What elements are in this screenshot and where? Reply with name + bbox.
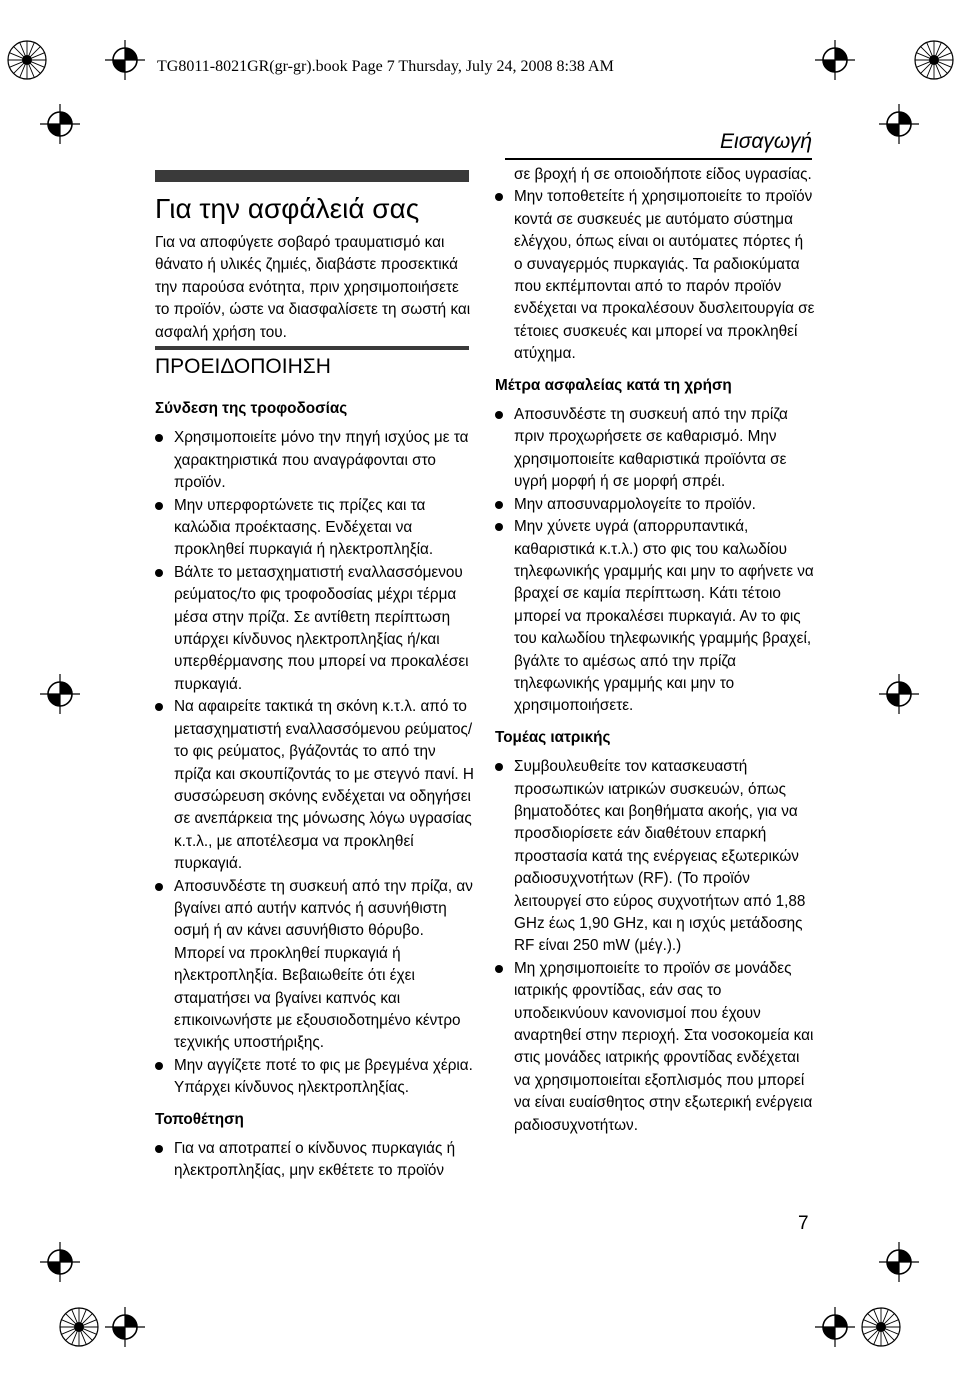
continued-text: σε βροχή ή σε οποιοδήποτε είδος υγρασίας. [514,166,812,183]
list-item: Μην τοποθετείτε ή χρησιμοποιείτε το προϊόν κοντά σε συσκευές με αυτόματο σύστημα ελέγχου, όπως είναι οι αυτόματες πόρτες ή ο συναγερμός πυρκαγιάς. Τα ραδιοκύματα που εκπέμπονται από το παρόν προϊόν ενδέχεται να προκαλέσουν δυσλειτουργία σε τέτοιες συσκευές και μπορεί να προκληθεί ατύχημα. [495,186,815,365]
list-item: Μη χρησιμοποιείτε το προϊόν σε μονάδες ιατρικής φροντίδας, εάν σας το υποδεικνύουν κανονισμοί που έχουν αναρτηθεί στην περιοχή. Στα νοσοκομεία και στις μονάδες ιατρικής φροντίδας ενδέχεται να χρησιμοποιείται εξοπλισμός που μπορεί να είναι ευαίσθητος στην εξωτερική ενέργεια ραδιοσυχνοτήτων. [495,958,815,1137]
crosshair-mark [879,1242,919,1282]
list-item: Μην αγγίζετε ποτέ το φις με βρεγμένα χέρια. Υπάρχει κίνδυνος ηλεκτροπληξίας. [155,1055,475,1100]
list-item: Αποσυνδέστε τη συσκευή από την πρίζα, αν βγαίνει από αυτήν καπνός ή ασυνήθιστη οσμή ή αν κάνει ασυνήθιστο θόρυβο. Μπορεί να προκληθεί πυρκαγιά ή ηλεκτροπληξία. Βεβαιωθείτε ότι έχει σταματήσει να βγαίνει καπνός και επικοινωνήστε με εξουσιοδοτημένο κέντρο τεχνικής υποστήριξης. [155,876,475,1055]
section-tag: Εισαγωγή [720,130,812,153]
placement-list [155,1138,475,1183]
crosshair-mark [40,1242,80,1282]
crosshair-mark [40,104,80,144]
power-heading: Σύνδεση της τροφοδοσίας [155,400,348,417]
header-rule [505,158,812,160]
placement-list-continued [495,186,815,365]
power-list [155,427,475,1099]
list-item: Μην χύνετε υγρά (απορρυπαντικά, καθαριστικά κ.τ.λ.) στο φις του καλωδίου τηλεφωνικής γραμμής και μην το αφήνετε να βραχεί σε καμία περίπτωση. Κάτι τέτοιο μπορεί να προκαλέσει πυρκαγιά. Αν το φις του καλωδίου τηλεφωνικής γραμμής βραχεί, βγάλτε το αμέσως από την πρίζα τηλεφωνικής γραμμής και μην το χρησιμοποιήσετε. [495,516,815,718]
crosshair-mark [879,104,919,144]
list-item: Για να αποτραπεί ο κίνδυνος πυρκαγιάς ή ηλεκτροπληξίας, μην εκθέτετε το προϊόν [155,1138,475,1183]
intro-paragraph: Για να αποφύγετε σοβαρό τραυματισμό και θάνατο ή υλικές ζημιές, διαβάστε προσεκτικά την παρούσα ενότητα, πριν χρησιμοποιήσετε το προϊόν, ώστε να διασφαλίσετε τη σωστή και ασφαλή χρήση του. [155,234,471,341]
medical-heading: Τομέας ιατρικής [495,728,611,746]
warning-rule [155,346,469,350]
crosshair-mark [40,674,80,714]
star-mark-bottom-left [60,1308,98,1346]
star-mark-top-left [8,41,46,79]
crosshair-mark [815,1307,855,1347]
crosshair-mark [879,674,919,714]
page-number: 7 [798,1213,809,1234]
list-item: Να αφαιρείτε τακτικά τη σκόνη κ.τ.λ. από το μετασχηματιστή εναλλασσόμενου ρεύματος/το φις ρεύματος, βγάζοντάς το από την πρίζα και σκουπίζοντάς το με στεγνό πανί. Η συσσώρευση σκόνης ενδέχεται να οδηγήσει σε ανεπάρκεια της μόνωσης λόγω υγρασίας κ.τ.λ., με αποτέλεσμα να προκληθεί πυρκαγιά. [155,696,475,875]
right-column-body [495,164,815,1137]
left-column-body [155,398,475,1183]
crosshair-mark [815,40,855,80]
list-item: Μην αποσυναρμολογείτε το προϊόν. [495,494,815,516]
crosshair-mark [105,1307,145,1347]
title-bar [155,170,469,182]
list-item: Συμβουλευθείτε τον κατασκευαστή προσωπικών ιατρικών συσκευών, όπως βηματοδότες και βοηθήματα ακοής, για να προσδιορίσετε εάν διαθέτουν επαρκή προστασία κατά της ενέργειας εξωτερικών ραδιοσυχνοτήτων (RF). (Το προϊόν λειτουργεί στο εύρος συχνοτήτων από 1,88 GHz έως 1,90 GHz, και η ισχύς μετάδοσης RF είναι 250 mW (μέγ.).) [495,756,815,958]
list-item: Χρησιμοποιείτε μόνο την πηγή ισχύος με τα χαρακτηριστικά που αναγράφονται στο προϊόν. [155,427,475,494]
placement-heading: Τοποθέτηση [155,1110,244,1128]
measures-heading: Μέτρα ασφαλείας κατά τη χρήση [495,376,732,394]
crosshair-mark [105,40,145,80]
list-item: Αποσυνδέστε τη συσκευή από την πρίζα πριν προχωρήσετε σε καθαρισμό. Μην χρησιμοποιείτε καθαριστικά προϊόντα σε υγρή μορφή ή σε μορφή σπρέι. [495,404,815,494]
medical-list [495,756,815,1137]
list-item: Βάλτε το μετασχηματιστή εναλλασσόμενου ρεύματος/το φις τροφοδοσίας μέχρι τέρμα μέσα στην πρίζα. Σε αντίθετη περίπτωση υπάρχει κίνδυνος ηλεκτροπληξίας ή/και υπερθέρμανσης που μπορεί να προκαλέσει πυρκαγιά. [155,562,475,696]
warning-title: ΠΡΟΕΙΔΟΠΟΙΗΣΗ [155,355,331,378]
star-mark-top-right [915,41,953,79]
file-info-header: TG8011-8021GR(gr-gr).book Page 7 Thursday, July 24, 2008 8:38 AM [157,58,614,75]
list-item: Μην υπερφορτώνετε τις πρίζες και τα καλώδια προέκτασης. Ενδέχεται να προκληθεί πυρκαγιά ή ηλεκτροπληξία. [155,495,475,562]
star-mark-bottom-right [862,1308,900,1346]
page-title: Για την ασφάλειά σας [155,193,420,224]
measures-list [495,404,815,718]
